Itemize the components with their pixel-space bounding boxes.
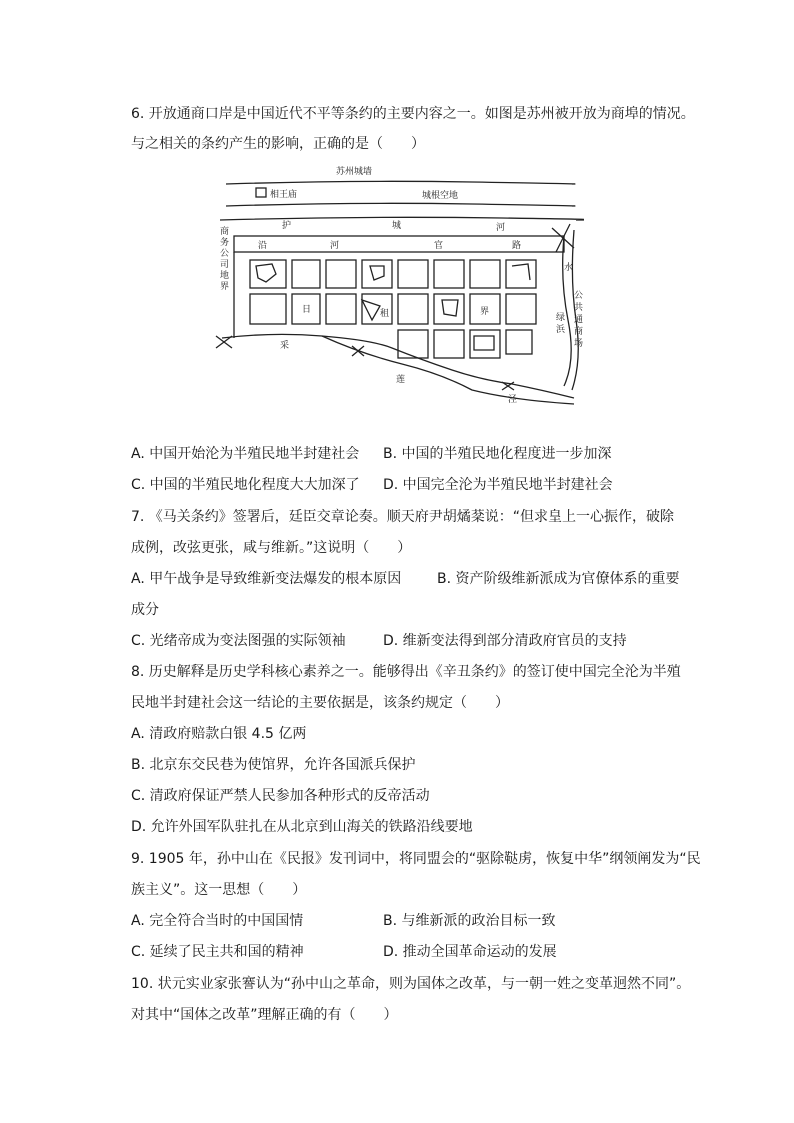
q7-option-b[interactable]: B. 资产阶级维新派成为官僚体系的重要 [437,571,680,587]
map-moat-char-1: 护 [282,221,292,231]
east-canal [563,236,572,386]
map-area-char-2: 租 [380,309,390,319]
q7-option-c[interactable]: C. 光绪帝成为变法图强的实际领袖 [131,633,346,649]
map-right2-char-2: 绿 [556,313,566,323]
q9-stem-line1: 9. 1905 年，孙中山在《民报》发刊词中，将同盟会的“驱除鞑虏，恢复中华”纲领阐发为“民 [131,851,701,867]
temple-marker [256,188,266,197]
q8-option-c[interactable]: C. 清政府保证严禁人民参加各种形式的反帝活动 [131,788,430,804]
map-bottom-char-2: 莲 [396,375,406,385]
q9-option-d[interactable]: D. 推动全国革命运动的发展 [383,944,557,960]
map-right-char-2: 共 [574,303,584,313]
q9-stem-line2: 族主义”。这一思想（ ） [131,882,307,898]
map-moat-char-3: 河 [496,223,506,233]
q8-option-d[interactable]: D. 允许外国军队驻扎在从北京到山海关的铁路沿线要地 [131,819,473,835]
city-wall-line-lower [226,203,575,206]
q8-option-a[interactable]: A. 清政府赔款白银 4.5 亿两 [131,726,307,742]
q10-stem-line2: 对其中“国体之改革”理解正确的有（ ） [131,1007,398,1023]
q6-option-b[interactable]: B. 中国的半殖民地化程度进一步加深 [383,446,612,462]
map-left-char-6: 界 [220,282,230,292]
map-road-char-4: 路 [512,241,522,251]
map-left-char-2: 务 [220,238,230,248]
q7-stem-line1: 7. 《马关条约》签署后，廷臣交章论奏。顺天府尹胡燏棻说：“但求皇上一心振作，破除 [131,509,675,525]
q6-stem-line2: 与之相关的条约产生的影响，正确的是（ ） [131,136,425,152]
map-area-char-3: 界 [480,307,490,317]
map-road-char-1: 沿 [258,241,268,251]
q6-option-a[interactable]: A. 中国开始沦为半殖民地半封建社会 [131,446,360,462]
map-left-char-4: 司 [220,260,230,270]
map-right-char-4: 商 [574,327,584,337]
map-right-char-5: 场 [574,339,584,349]
map-road-char-2: 河 [330,241,340,251]
q7-stem-line2: 成例，改弦更张，咸与维新。”这说明（ ） [131,540,412,556]
map-left-char-5: 地 [220,271,230,281]
q7-option-b-continued: 成分 [131,602,159,618]
map-left-char-1: 商 [220,227,230,237]
q9-option-a[interactable]: A. 完全符合当时的中国国情 [131,913,304,929]
map-right2-char-3: 浜 [556,325,566,335]
map-right-char-3: 通 [574,315,584,325]
map-left-char-3: 公 [220,249,230,259]
map-right2-char-1: 水 [564,263,574,273]
map-label-city-wall: 苏州城墙 [336,167,373,177]
cailian-river-lower [322,336,574,404]
map-road-char-3: 官 [434,241,444,251]
q8-option-b[interactable]: B. 北京东交民巷为使馆界，允许各国派兵保护 [131,757,416,773]
q6-stem-line1: 6. 开放通商口岸是中国近代不平等条约的主要内容之一。如图是苏州被开放为商埠的情况。 [131,106,695,122]
q9-option-b[interactable]: B. 与维新派的政治目标一致 [383,913,556,929]
q6-option-c[interactable]: C. 中国的半殖民地化程度大大加深了 [131,477,360,493]
map-right-char-1: 公 [574,291,584,301]
q10-stem-line1: 10. 状元实业家张謇认为“孙中山之革命，则为国体之改革，与一朝一姓之变革迥然不同”。 [131,976,691,992]
moat-bank-upper [220,217,584,220]
map-area-char-1: 日 [302,305,312,315]
map-moat-char-2: 城 [392,221,402,231]
q8-stem-line2: 民地半封建社会这一结论的主要依据是，该条约规定（ ） [131,695,509,711]
map-label-temple: 相王庙 [270,190,298,200]
city-wall-line-upper [226,181,575,184]
q7-option-d[interactable]: D. 维新变法得到部分清政府官员的支持 [383,633,627,649]
map-bottom-char-1: 采 [280,341,290,351]
q8-stem-line1: 8. 历史解释是历史学科核心素养之一。能够得出《辛丑条约》的签订使中国完全沦为半殖 [131,664,681,680]
q9-option-c[interactable]: C. 延续了民主共和国的精神 [131,944,304,960]
map-label-wall-land: 城根空地 [422,191,459,201]
suzhou-concession-map [212,160,584,410]
map-bottom-char-3: 泾 [508,395,518,405]
q6-option-d[interactable]: D. 中国完全沦为半殖民地半封建社会 [383,477,613,493]
street-grid [250,260,536,358]
q7-option-a[interactable]: A. 甲午战争是导致维新变法爆发的根本原因 [131,571,402,587]
